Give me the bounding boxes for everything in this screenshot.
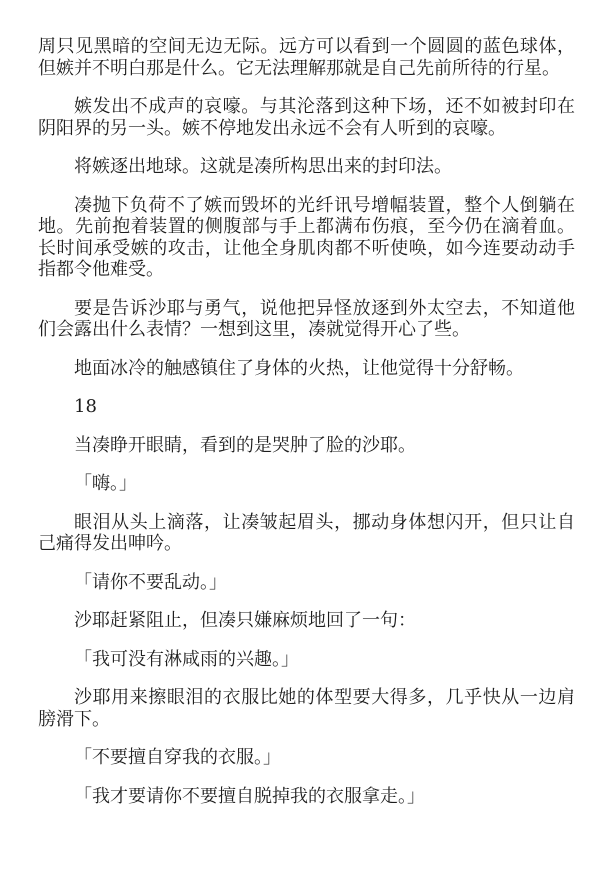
- dialogue-line: 「不要擅自穿我的衣服。」: [74, 747, 281, 768]
- paragraph: 沙耶用来擦眼泪的衣服比她的体型要大得多，几乎快从一边肩膀滑下。: [38, 687, 575, 730]
- paragraph: 将嫉逐出地球。这就是凑所构思出来的封印法。: [74, 156, 452, 177]
- paragraph: 当凑睁开眼睛，看到的是哭肿了脸的沙耶。: [74, 434, 416, 456]
- dialogue-line: 「请你不要乱动。」: [74, 571, 227, 593]
- paragraph: 嫉发出不成声的哀嚎。与其沦落到这种下场，还不如被封印在阴阳界的另一头。嫉不停地发出永远不会有人听到的哀嚎。: [38, 96, 575, 139]
- paragraph: 地面冰冷的触感镇住了身体的火热，让他觉得十分舒畅。: [74, 357, 524, 379]
- section-number: 18: [74, 396, 97, 417]
- dialogue-line: 「我才要请你不要擅自脱掉我的衣服拿走。」: [74, 785, 425, 807]
- dialogue-line: 「嗨。」: [74, 473, 137, 494]
- paragraph: 凑抛下负荷不了嫉而毁坏的光纤讯号增幅装置，整个人倒躺在地。先前抱着装置的侧腹部与手上都满布伤痕，至今仍在滴着血。长时间承受嫉的攻击，让他全身肌肉都不听使唤，如今连要动动手指都令他难受。: [38, 194, 575, 280]
- paragraph-continuation: 周只见黑暗的空间无边无际。远方可以看到一个圆圆的蓝色球体，但嫉并不明白那是什么。它无法理解那就是自己先前所待的行星。: [38, 36, 575, 79]
- dialogue-line: 「我可没有淋咸雨的兴趣。」: [74, 648, 299, 670]
- paragraph: 沙耶赶紧阻止，但凑只嫌麻烦地回了一句：: [74, 610, 416, 631]
- paragraph: 眼泪从头上滴落，让凑皱起眉头，挪动身体想闪开，但只让自己痛得发出呻吟。: [38, 511, 575, 554]
- paragraph: 要是告诉沙耶与勇气，说他把异怪放逐到外太空去，不知道他们会露出什么表情？一想到这里，凑就觉得开心了些。: [38, 297, 575, 340]
